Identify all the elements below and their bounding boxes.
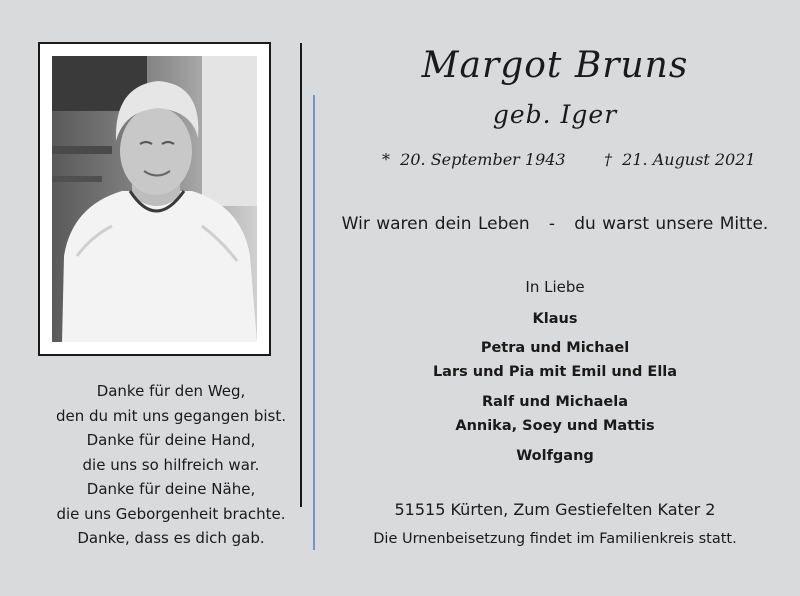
poem-line: Danke für deine Hand, bbox=[86, 431, 256, 449]
poem-line: Danke, dass es dich gab. bbox=[77, 529, 265, 547]
motto-part2: du warst unsere Mitte. bbox=[574, 214, 769, 234]
motto-part1: Wir waren dein Leben bbox=[341, 214, 530, 234]
family-member: Petra und Michael bbox=[480, 340, 630, 356]
portrait-frame bbox=[38, 42, 271, 356]
death-symbol: † bbox=[604, 150, 612, 169]
family-member: Klaus bbox=[532, 311, 578, 327]
motto bbox=[320, 214, 790, 234]
poem-line: die uns so hilfreich war. bbox=[82, 455, 260, 474]
family-member: Wolfgang bbox=[516, 448, 594, 464]
portrait-image bbox=[52, 56, 257, 342]
family-member: Ralf und Michaela bbox=[481, 394, 629, 410]
burial-note: Die Urnenbeisetzung findet im Familienkreis statt. bbox=[373, 531, 737, 547]
address: 51515 Kürten, Zum Gestiefelten Kater 2 bbox=[394, 500, 716, 519]
deceased-name: Margot Bruns bbox=[421, 45, 689, 86]
motto-separator: - bbox=[548, 214, 555, 234]
family-member: Lars und Pia mit Emil und Ella bbox=[432, 364, 678, 380]
portrait-photo bbox=[52, 56, 257, 342]
poem-line: den du mit uns gegangen bist. bbox=[56, 406, 286, 425]
poem bbox=[26, 379, 316, 551]
maiden-name: geb. Iger bbox=[492, 100, 618, 129]
birth-date: 20. September 1943 bbox=[400, 150, 566, 169]
in-love-label: In Liebe bbox=[525, 278, 585, 296]
death-line bbox=[604, 150, 756, 169]
poem-line: die uns Geborgenheit brachte. bbox=[56, 504, 286, 523]
birth-symbol: * bbox=[382, 150, 390, 169]
birth-line bbox=[382, 150, 566, 169]
family-member: Annika, Soey und Mattis bbox=[455, 418, 655, 434]
poem-line: Danke für den Weg, bbox=[96, 382, 246, 400]
death-date: 21. August 2021 bbox=[622, 150, 756, 169]
poem-line: Danke für deine Nähe, bbox=[86, 480, 256, 498]
